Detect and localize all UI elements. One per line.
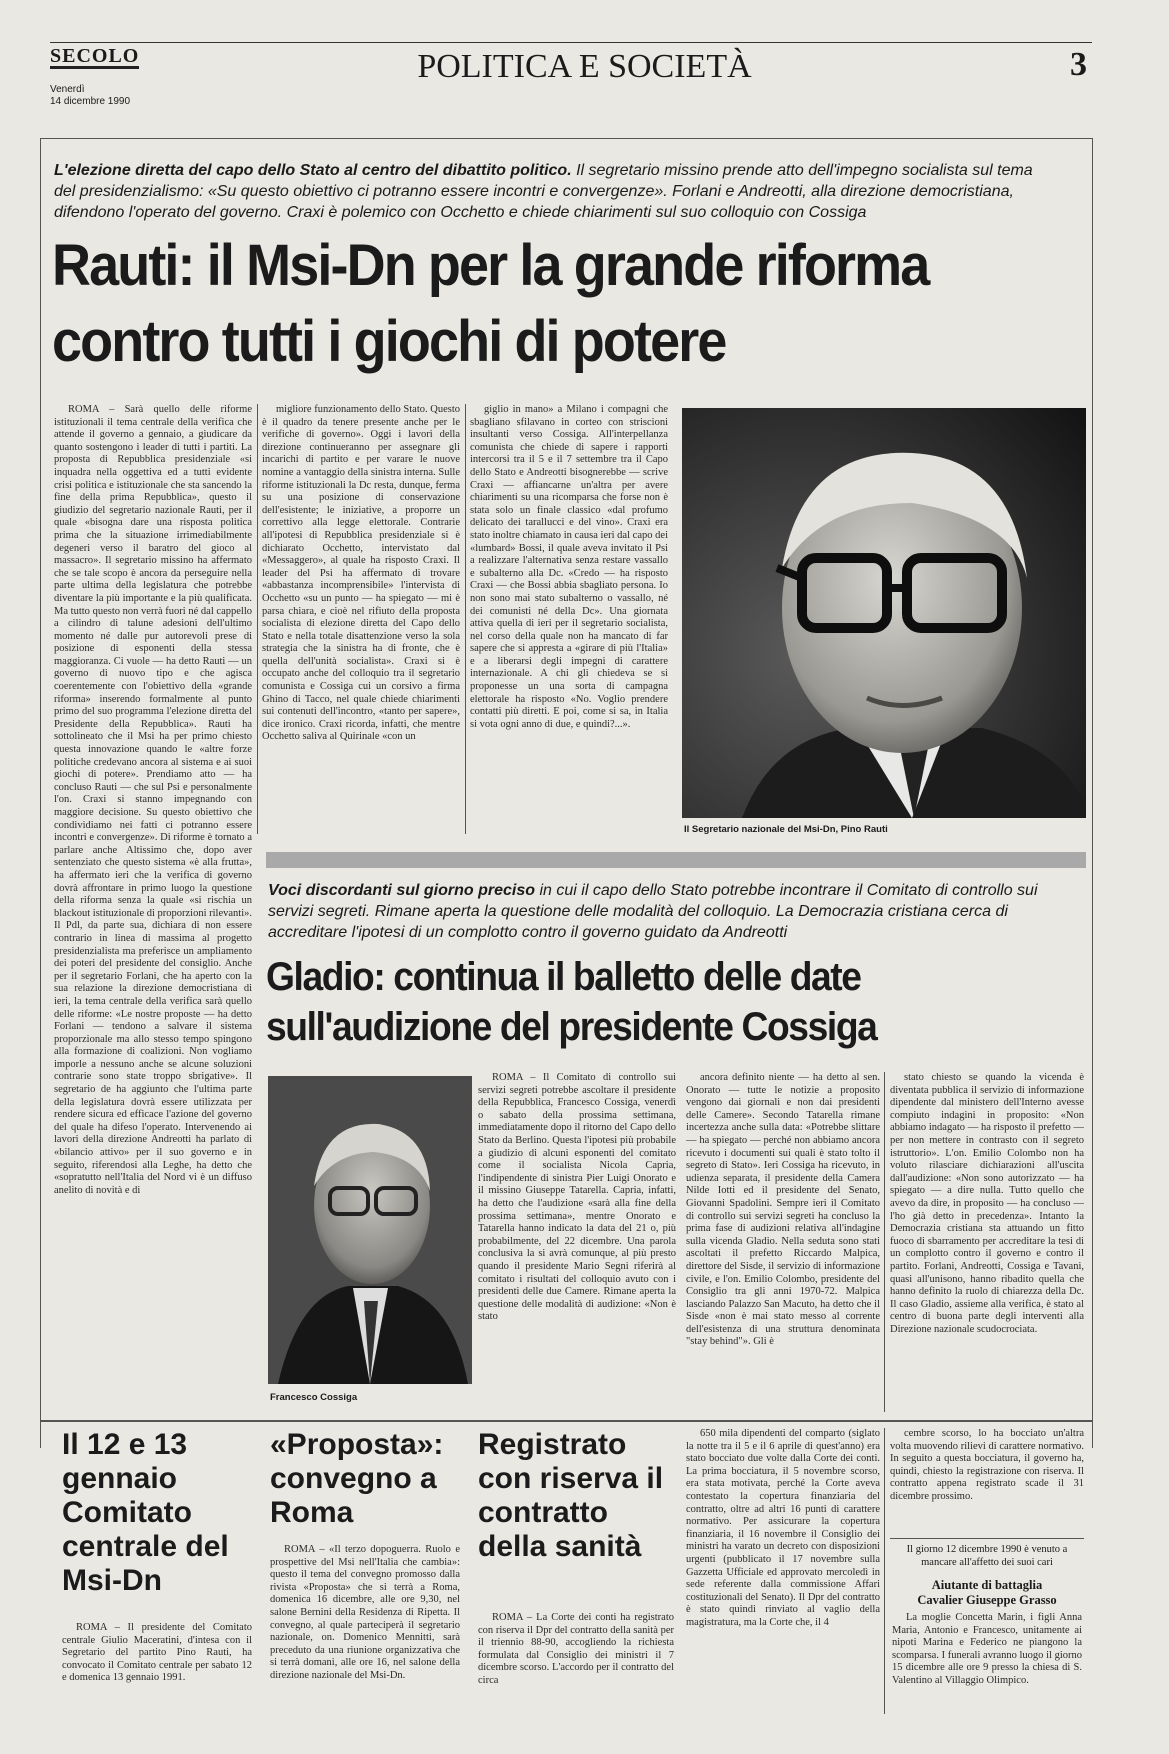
separator-bar	[266, 852, 1086, 868]
gladio-column-1	[478, 1072, 676, 1412]
bottom-section-rule	[40, 1420, 1092, 1422]
main-col2-text: migliore funzionamento dello Stato. Questo è il quadro da tenere presente anche per le verifiche di governo». Oggi i lavori della direzione continueranno per assegnare gli incarichi di partito e per varare le nuove nomine a vantaggio della sinistra interna. Sulle riforme istituzionali la Dc resta, dunque, ferma su una posizione di conservazione dell'esistente; le iniziative, a proporre un correttivo alla legge elettorale. Contrarie all'ipotesi di Repubblica presidenziale si è dichiarato Occhetto, intervistato dal «Messaggero», al quale ha risposto Craxi. Il leader del Psi ha affermato di trovare «abbastanza incomprensibile» l'intervista di Occhetto «su un punto — ha spiegato — mi è parsa chiara, e cioè nel rifiuto della proposta socialista di elezione diretta del Capo dello Stato e nella totale disattenzione verso la sola strategia che la sinistra ha di fronte, che è quella dell'unità socialista». Craxi si è occupato anche del colloquio tra il segretario comunista e Cossiga cui un corsivo a firma Ghino di Tacco, nel quale chiede chiarimenti sui contenuti dell'incontro, «tanto per sapere», dice ironico. Craxi ricorda, infatti, che mentre Occhetto saliva al Quirinale «con un	[262, 404, 460, 743]
main-deck-bold: L'elezione diretta del capo dello Stato al centro del dibattito politico.	[54, 162, 572, 179]
rauti-photo	[682, 408, 1086, 818]
bottom-story-3-col2-body: 650 mila dipendenti del comparto (siglato la notte tra il 5 e il 6 aprile di quest'anno) era stato bocciato due volte dalla Corte dei conti. La prima bocciatura, il 5 novembre scorso, era stata motivata, perché la Corte aveva contestato la copertura finanziaria del contratto, oltre ad altri 16 punti di carattere normativo. Per assicurare la copertura finanziaria, il 16 novembre il Consiglio dei ministri ha varato un decreto con disposizioni urgenti (pubblicato il 17 novembre sulla Gazzetta Ufficiale ed approvato mercoledì in sede referente dalla commissione Affari costituzionali del Senato). Il Dpr del contratto è stato quindi rinviato al vaglio della magistratura, ma la Corte che, il 4	[686, 1428, 880, 1628]
page-number: 3	[1070, 46, 1087, 83]
obituary-rank: Aiutante di battaglia	[931, 1578, 1043, 1592]
gladio-deck-bold: Voci discordanti sul giorno preciso	[268, 882, 536, 899]
issue-full-date: 14 dicembre 1990	[50, 96, 131, 107]
obituary-intro: Il giorno 12 dicembre 1990 è venuto a mancare all'affetto dei suoi cari	[906, 1544, 1068, 1568]
bottom-story-1-title: Il 12 e 13 gennaio Comitato centrale del Msi-Dn	[62, 1428, 229, 1597]
column-divider	[884, 1428, 885, 1714]
main-story-column-2	[262, 404, 460, 834]
bottom-story-3-title: Registrato con riserva il contratto della sanità	[478, 1428, 664, 1563]
box-rule	[40, 138, 1092, 139]
gladio-story-deck	[268, 880, 1068, 943]
gladio-col3-text: stato chiesto se quando la vicenda è diventata pubblica il servizio di informazione dipendente dal ministero dell'Interno avesse compiuto indagini in proposito: «Non abbiamo indagato — ha risposto il prefetto — per non mettere in contrasto con il segreto istruttorio». L'on. Emilio Colombo non ha voluto rilasciare dichiarazioni all'uscita dall'audizione: «Non sono autorizzato — ha spiegato — a dire nulla. Tutto quello che avevo da dire, in proposito — ha concluso — l'ho già detto in precedenza». Intanto la Democrazia cristiana sta attuando un fitto fuoco di sbarramento per accreditare la tesi di un complotto contro il governo e contro il partito. Forlani, Andreotti, Cossiga e Tavani, quasi all'unisono, hanno ribadito quella che hanno definito la ruolo di chiarezza della Dc. Il caso Gladio, assieme alla verifica, è stato al centro di buona parte degli interventi alla Direzione nazionale scudocrociata.	[890, 1072, 1084, 1335]
bottom-story-3-col3-body: cembre scorso, lo ha bocciato un'altra volta muovendo rilievi di carattere normativo. In seguito a questa bocciatura, il governo ha, quindi, chiesto la registrazione con riserva. Il contratto appena registrato scade il 31 dicembre prossimo.	[890, 1428, 1084, 1502]
main-headline-line-2: contro tutti i giochi di potere	[52, 309, 726, 374]
bottom-story-2-body: ROMA – «Il terzo dopoguerra. Ruolo e prospettive del Msi nell'Italia che cambia»: questo il tema del convegno promosso dalla rivista «Proposta» che si terrà a Roma, domenica 16 dicembre, alle ore 9,30, nel salone Bernini della Residenza di Ripetta. Il convegno, al quale parteciperà il segretario nazionale, on. Domenico Mennitti, sarà preceduto da una riunione organizzativa che si terrà domani, alle ore 16, nel salone della direzione nazionale del Msi-Dn.	[270, 1544, 460, 1681]
issue-day: Venerdì	[50, 84, 85, 95]
gladio-col2-text: ancora definito niente — ha detto al sen. Onorato — tutte le notizie a proposito vengono dai giornali e non dai presidenti delle Camere». Secondo Tatarella rimane incertezza anche sulla data: «Potrebbe slittare — ha spiegato — perché non abbiamo ancora ricevuto i documenti sui quali è stato tolto il segreto di Stato». Ieri Cossiga ha ricevuto, in udienza separata, il presidente della Camera Nilde Iotti ed il presidente del Senato, Giovanni Spadolini. Sempre ieri il Comitato di controllo sui servizi segreti ha concluso la prima fase di audizioni relativa all'indagine sulla vicenda Gladio. Nella seduta sono stati ascoltati il prefetto Riccardo Malpica, direttore del Sisde, il servizio di informazione civile, e l'on. Emilio Colombo, presidente del Consiglio tra gli anni 1970-72. Malpica lasciando Palazzo San Macuto, ha detto che il Sisde «non è mai stato messo al corrente dell'esistenza di una struttura denominata "stay behind"». Gli è	[686, 1072, 880, 1348]
bottom-story-3-body: ROMA – La Corte dei conti ha registrato con riserva il Dpr del contratto della sanità per il triennio 88-90, accogliendo la richiesta formulata dal Consiglio dei ministri il 7 dicembre scorso. L'accordo per il contratto del circa	[478, 1612, 674, 1686]
bottom-story-2-title: «Proposta»: convegno a Roma	[270, 1428, 444, 1529]
main-headline-line-1: Rauti: il Msi-Dn per la grande riforma	[52, 233, 929, 298]
gladio-column-3	[890, 1072, 1084, 1412]
obituary-name	[892, 1578, 1082, 1608]
obituary-rule	[890, 1538, 1084, 1539]
cossiga-portrait	[268, 1076, 472, 1384]
box-right-rule	[1092, 138, 1093, 1448]
obituary-body: La moglie Concetta Marin, i figli Anna Maria, Antonio e Francesco, unitamente ai nipoti Marina e Federico ne piangono la scomparsa. I funerali avranno luogo il giorno 15 dicembre alle ore 9 presso la chiesa di S. Valentino al Villaggio Olimpico.	[892, 1612, 1082, 1686]
gladio-headline-line-2: sull'audizione del presidente Cossiga	[266, 1005, 877, 1049]
obituary-text	[892, 1612, 1082, 1712]
section-title: POLITICA E SOCIETÀ	[417, 48, 752, 85]
gladio-column-2	[686, 1072, 880, 1412]
issue-date	[50, 84, 130, 108]
bottom-story-3-column-3	[890, 1428, 1084, 1528]
cossiga-photo	[268, 1076, 472, 1384]
gladio-headline-line-1: Gladio: continua il balletto delle date	[266, 955, 861, 999]
main-col1-text: ROMA – Sarà quello delle riforme istituzionali il tema centrale della verifica che attende il governo a gennaio, a giudicare da quanto sostengono i leader di tutti i partiti. La proposta di Repubblica presidenziale «si inquadra nella oggettiva ed a tutti evidente crisi politica e istituzionale che sta sancendo la fine della prima Repubblica», questo il giudizio del segretario nazionale Rauti, per il quale «bisogna dare una risposta politica prima che la situazione irrimediabilmente degeneri verso il baratro del gioco al massacro». Il segretario missino ha affermato che se tale scopo è ancora da perseguire nella parte ultima della legislatura che potrebbe diventare la più importante e la più qualificata. Ma tutto questo non verrà fuori né dal cappello a cilindro di talune adesioni dell'ultimo momento né dalle pur autorevoli prese di posizione di esponenti della stessa maggioranza. Ci vuole — ha detto Rauti — un governo di nuovo tipo e che agisca coerentemente con l'obiettivo della «grande riforma» inserendo formalmente al punto primo del suo programma l'elezione diretta del Presidente della Repubblica». Rauti ha sottolineato che il Msi ha per primo chiesto questa innovazione quando le «altre forze politiche credevano ancora al sistema e ai suoi giochi di potere». Prendiamo atto — ha concluso Rauti — che sul Psi e personalmente l'on. Craxi si stanno impegnando con maggiore decisione. Su questo obiettivo che condividiamo nei fatti ci potranno essere incontri e convergenze». Di riforme è tornato a parlare anche Altissimo che, dopo aver sentenziato che questo sistema «è alla frutta», ha affermato ieri che la verifica di governo dovrà affrontare in primo luogo la questione della riforma senza la quale «si rischia un blackout istituzionale di proporzioni rilevanti». Il Pdl, da parte sua, dichiara di non essere contrario in linea di massima al progetto presidenzialista ma preferisce un ampliamento dei poteri del presidente del consiglio. Anche per il segretario Forlani, che ha aperto con la sua relazione la direzione democristiana di ieri, la tema centrale della verifica sarà quello delle riforme: «Le nostre proposte — ha detto Forlani — tendono a salvare il sistema proporzionale ma allo stesso tempo spingono alla formazione di coalizioni. Non vogliamo imporle a nessuno anche se alcune soluzioni contrarie sono state troppo sbrigative». Il segretario de ha aggiunto che l'ultima parte della legislatura dovrà essere utilizzata per rendere sicura ed efficace l'azione del governo del quale ha difeso l'operato. Intervenendo ai lavori della direzione Andreotti ha parlato di «bilancio attivo» per il suo governo e in seguito, riferendosi alla Leghe, ha detto che «sopratutto nell'Italia del Nord vi è un diffuso anelito di novità e di	[54, 404, 252, 1196]
bottom-story-3-column-2	[686, 1428, 880, 1714]
bottom-story-1-body: ROMA – Il presidente del Comitato centrale Giulio Maceratini, d'intesa con il Segretario del partito Pino Rauti, ha convocato il Comitato centrale per sabato 12 e domenica 13 gennaio 1991.	[62, 1622, 252, 1684]
rauti-portrait	[682, 408, 1086, 818]
top-rule	[50, 42, 1092, 43]
column-divider	[884, 1072, 885, 1412]
main-story-column-3	[470, 404, 668, 834]
cossiga-photo-caption: Francesco Cossiga	[270, 1392, 358, 1403]
main-deck-rest: Il segretario missino prende atto dell'impegno socialista sul tema del presidenzialismo: «Su questo obiettivo ci potranno essere incontri e convergenze». Forlani e Andreotti, alla direzione democristiana, difendono l'operato del governo. Craxi è polemico con Occhetto e chiede chiarimenti sul suo colloquio con Cossiga	[54, 162, 1033, 221]
bottom-story-3-text	[478, 1612, 674, 1714]
main-story-column-1	[54, 404, 252, 1424]
main-col3-text: giglio in mano» a Milano i compagni che sbagliano sfilavano in corteo con striscioni insultanti verso Cossiga. All'interpellanza comunista che chiede di sapere i rapporti intercorsi tra il 5 e il 7 settembre tra il Capo dello Stato e Andreotti bisognerebbe — scrive Craxi — affiancarne un'altra per avere chiarimenti su una ricomparsa che forse non è stata solo un finale classico «dal profumo delicato dei tarallucci e del vino». Craxi era stato inoltre chiamato in causa ieri dal capo dei «lumbard» Bossi, il quale aveva invitato il Psi a realizzare l'alternativa senza restare vassallo e subalterno alla Dc. «Credo — ha risposto Craxi — che Bossi abbia sbagliato persona. Io non sono mai stato subalterno o vassallo, né dei comunisti né della Dc». Una giornata attiva quella di ieri per il segretario socialista, nel corso della quale non ha mancato di far sapere che si appresta a «girare di più l'Italia» e a liberarsi degli impegni di carattere internazionale. A chi gli chiedeva se si proponesse un una sorta di campagna elettorale ha risposto «No. Voglio prendere contatti più diretti. E poi, come si sa, in Italia si vota ogni anno di due, e quindi?...».	[470, 404, 668, 730]
box-left-rule	[40, 138, 41, 1448]
bottom-story-2-text	[270, 1544, 460, 1714]
gladio-deck-rest: in cui il capo dello Stato potrebbe incontrare il Comitato di controllo sui servizi segreti. Rimane aperta la questione delle modalità del colloquio. La Democrazia cristiana cerca di accreditare l'ipotesi di un complotto contro il governo guidato da Andreotti	[268, 882, 1038, 941]
bottom-story-1-text	[62, 1622, 252, 1714]
masthead: SECOLO	[50, 45, 140, 67]
rauti-photo-caption: Il Segretario nazionale del Msi-Dn, Pino Rauti	[684, 824, 888, 835]
gladio-col1-text: ROMA – Il Comitato di controllo sui servizi segreti potrebbe ascoltare il presidente della Repubblica, Francesco Cossiga, venerdì o sabato della prossima settimana, immediatamente dopo il ritorno del Capo dello Stato da Berlino. Questa l'ipotesi più probabile a giudizio di alcuni esponenti del comitato come il socialista Nicola Capria, l'indipendente di sinistra Pier Luigi Onorato e il missino Giuseppe Tatarella. Capria, infatti, ha detto che l'audizione «sarà alla fine della prossima settimana», mentre Onorato e Tatarella hanno indicato la data del 21 o, più probabilmente, del 22 dicembre. Una parola conclusiva la si avrà comunque, al più presto quando il presidente Mario Segni riferirà al comitato i risultati del colloquio avuto con i presidenti delle due Camere. Rimane aperta la questione delle modalità di audizione: «Non è stato	[478, 1072, 676, 1323]
obituary-fullname: Cavalier Giuseppe Grasso	[917, 1593, 1057, 1607]
main-story-deck	[54, 160, 1054, 223]
column-divider	[465, 404, 466, 834]
column-divider	[257, 404, 258, 834]
